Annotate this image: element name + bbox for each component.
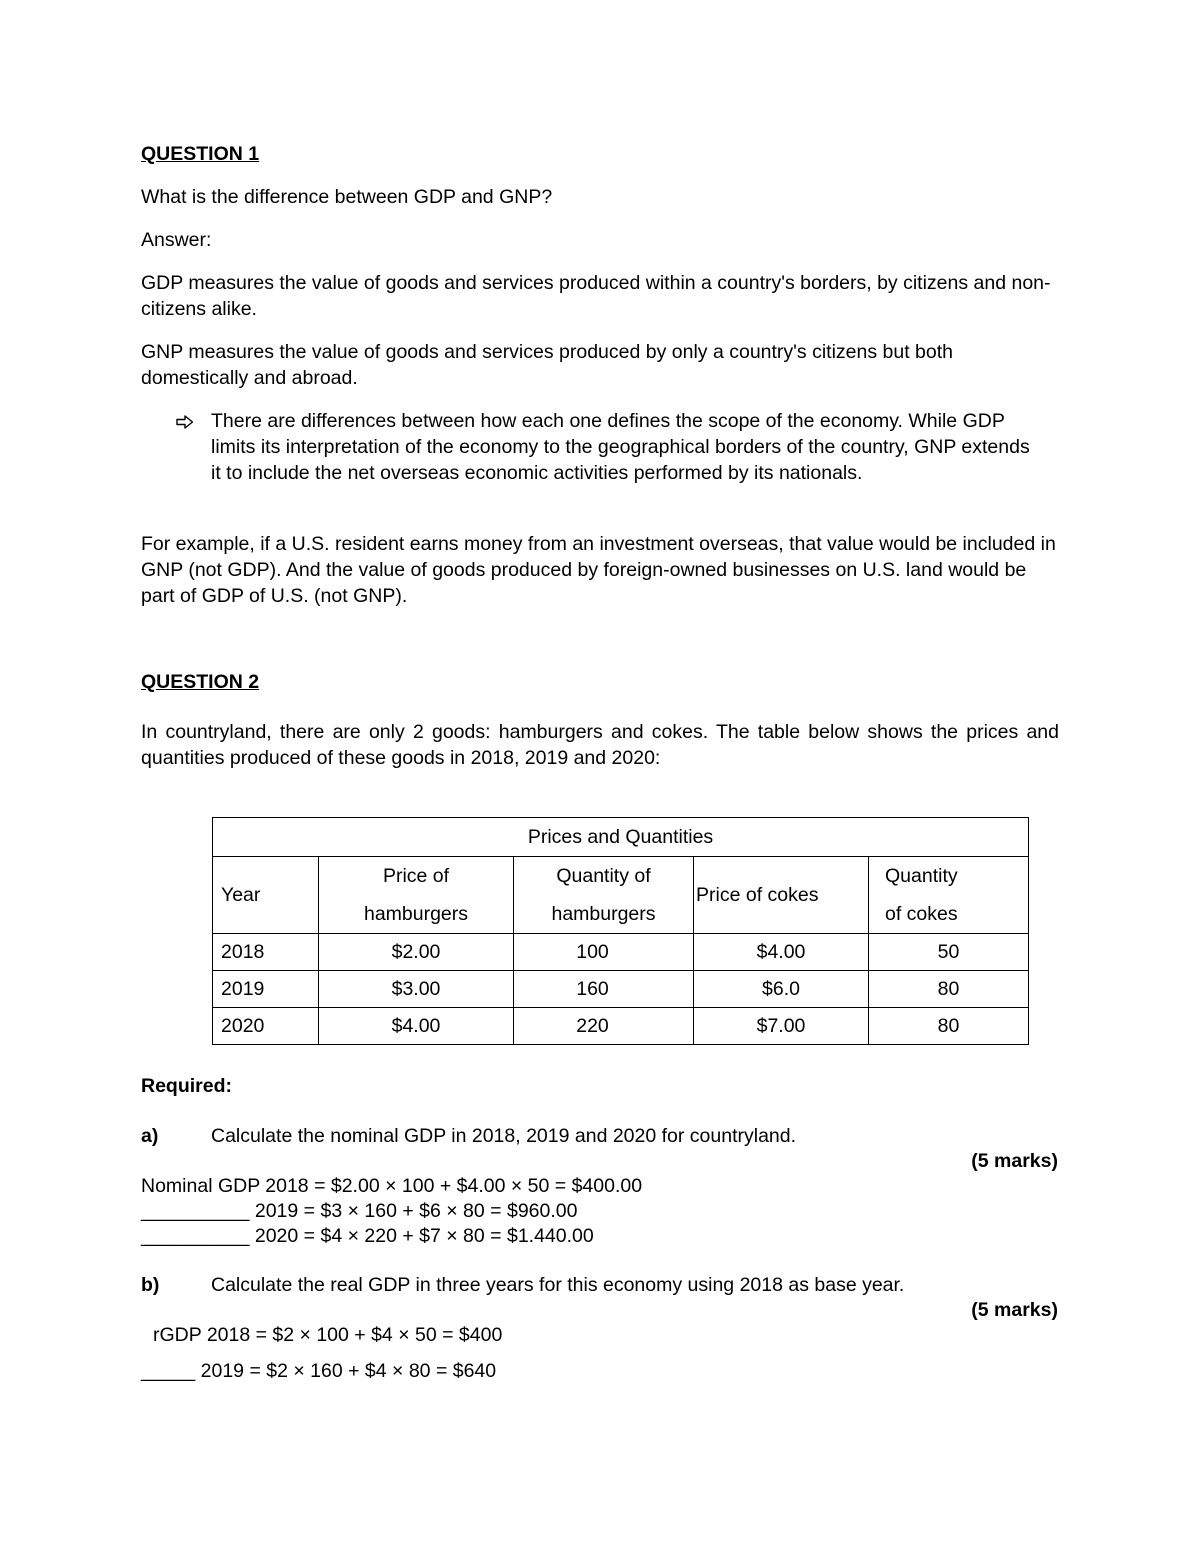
gdp-definition: GDP measures the value of goods and services produced within a country's borders, by citizens and non-citizens alike. bbox=[141, 272, 1051, 320]
part-a-question: Calculate the nominal GDP in 2018, 2019 and 2020 for countryland. bbox=[211, 1125, 797, 1147]
table-row bbox=[213, 1008, 1029, 1045]
table-title: Prices and Quantities bbox=[213, 818, 1029, 857]
cell-price-hamburgers: $3.00 bbox=[319, 971, 514, 1008]
gnp-definition: GNP measures the value of goods and services produced by only a country's citizens but both domestically and abroad. bbox=[141, 341, 953, 389]
question-2-intro: In countryland, there are only 2 goods: hamburgers and cokes. The table below shows the prices and quantities produced of these goods in 2018, 2019 and 2020: bbox=[141, 721, 1059, 769]
cell-price-hamburgers: $4.00 bbox=[319, 1008, 514, 1045]
required-label: Required: bbox=[141, 1075, 233, 1097]
cell-quantity-hamburgers: 100 bbox=[514, 934, 694, 971]
question-1-text: What is the difference between GDP and GNP? bbox=[141, 186, 553, 208]
part-a-line-2: __________ 2019 = $3 × 160 + $6 × 80 = $960.00 bbox=[141, 1200, 578, 1222]
part-b-marks: (5 marks) bbox=[971, 1299, 1058, 1321]
arrow-right-outline-icon bbox=[176, 408, 194, 434]
table-row bbox=[213, 971, 1029, 1008]
scope-difference-bullet: There are differences between how each one defines the scope of the economy. While GDP limits its interpretation of the economy to the geographical borders of the country, GNP extends it to include the net overseas economic activities performed by its nationals. bbox=[211, 410, 1030, 484]
cell-quantity-hamburgers: 220 bbox=[514, 1008, 694, 1045]
part-a-line-3: __________ 2020 = $4 × 220 + $7 × 80 = $1.440.00 bbox=[141, 1225, 594, 1247]
part-b-question: Calculate the real GDP in three years for this economy using 2018 as base year. bbox=[211, 1274, 905, 1296]
part-b-label: b) bbox=[141, 1274, 160, 1296]
part-a-label: a) bbox=[141, 1125, 159, 1147]
cell-price-cokes: $7.00 bbox=[694, 1008, 869, 1045]
question-2-heading: QUESTION 2 bbox=[141, 671, 260, 693]
header-year: Year bbox=[213, 857, 319, 934]
part-b-line-2: _____ 2019 = $2 × 160 + $4 × 80 = $640 bbox=[141, 1360, 497, 1382]
table-row bbox=[213, 934, 1029, 971]
header-quantity-hamburgers: Quantity of hamburgers bbox=[514, 857, 694, 934]
cell-price-cokes: $6.0 bbox=[694, 971, 869, 1008]
header-price-hamburgers: Price of hamburgers bbox=[319, 857, 514, 934]
cell-quantity-cokes: 50 bbox=[869, 934, 1029, 971]
part-a-line-1: Nominal GDP 2018 = $2.00 × 100 + $4.00 × 50 = $400.00 bbox=[141, 1175, 643, 1197]
header-price-cokes: Price of cokes bbox=[694, 857, 869, 934]
answer-label: Answer: bbox=[141, 229, 212, 251]
cell-year: 2018 bbox=[213, 934, 319, 971]
cell-year: 2020 bbox=[213, 1008, 319, 1045]
cell-price-hamburgers: $2.00 bbox=[319, 934, 514, 971]
example-paragraph: For example, if a U.S. resident earns money from an investment overseas, that value would be included in GNP (not GDP). And the value of goods produced by foreign-owned businesses on U.S. land would be part of GDP of U.S. (not GNP). bbox=[141, 533, 1056, 607]
cell-quantity-cokes: 80 bbox=[869, 1008, 1029, 1045]
cell-price-cokes: $4.00 bbox=[694, 934, 869, 971]
part-a-marks: (5 marks) bbox=[971, 1150, 1058, 1172]
prices-quantities-table bbox=[212, 817, 1029, 1045]
question-1-heading: QUESTION 1 bbox=[141, 143, 260, 165]
header-quantity-cokes: Quantity of cokes bbox=[869, 857, 1029, 934]
cell-quantity-hamburgers: 160 bbox=[514, 971, 694, 1008]
part-b-line-1: rGDP 2018 = $2 × 100 + $4 × 50 = $400 bbox=[153, 1324, 503, 1346]
cell-year: 2019 bbox=[213, 971, 319, 1008]
cell-quantity-cokes: 80 bbox=[869, 971, 1029, 1008]
